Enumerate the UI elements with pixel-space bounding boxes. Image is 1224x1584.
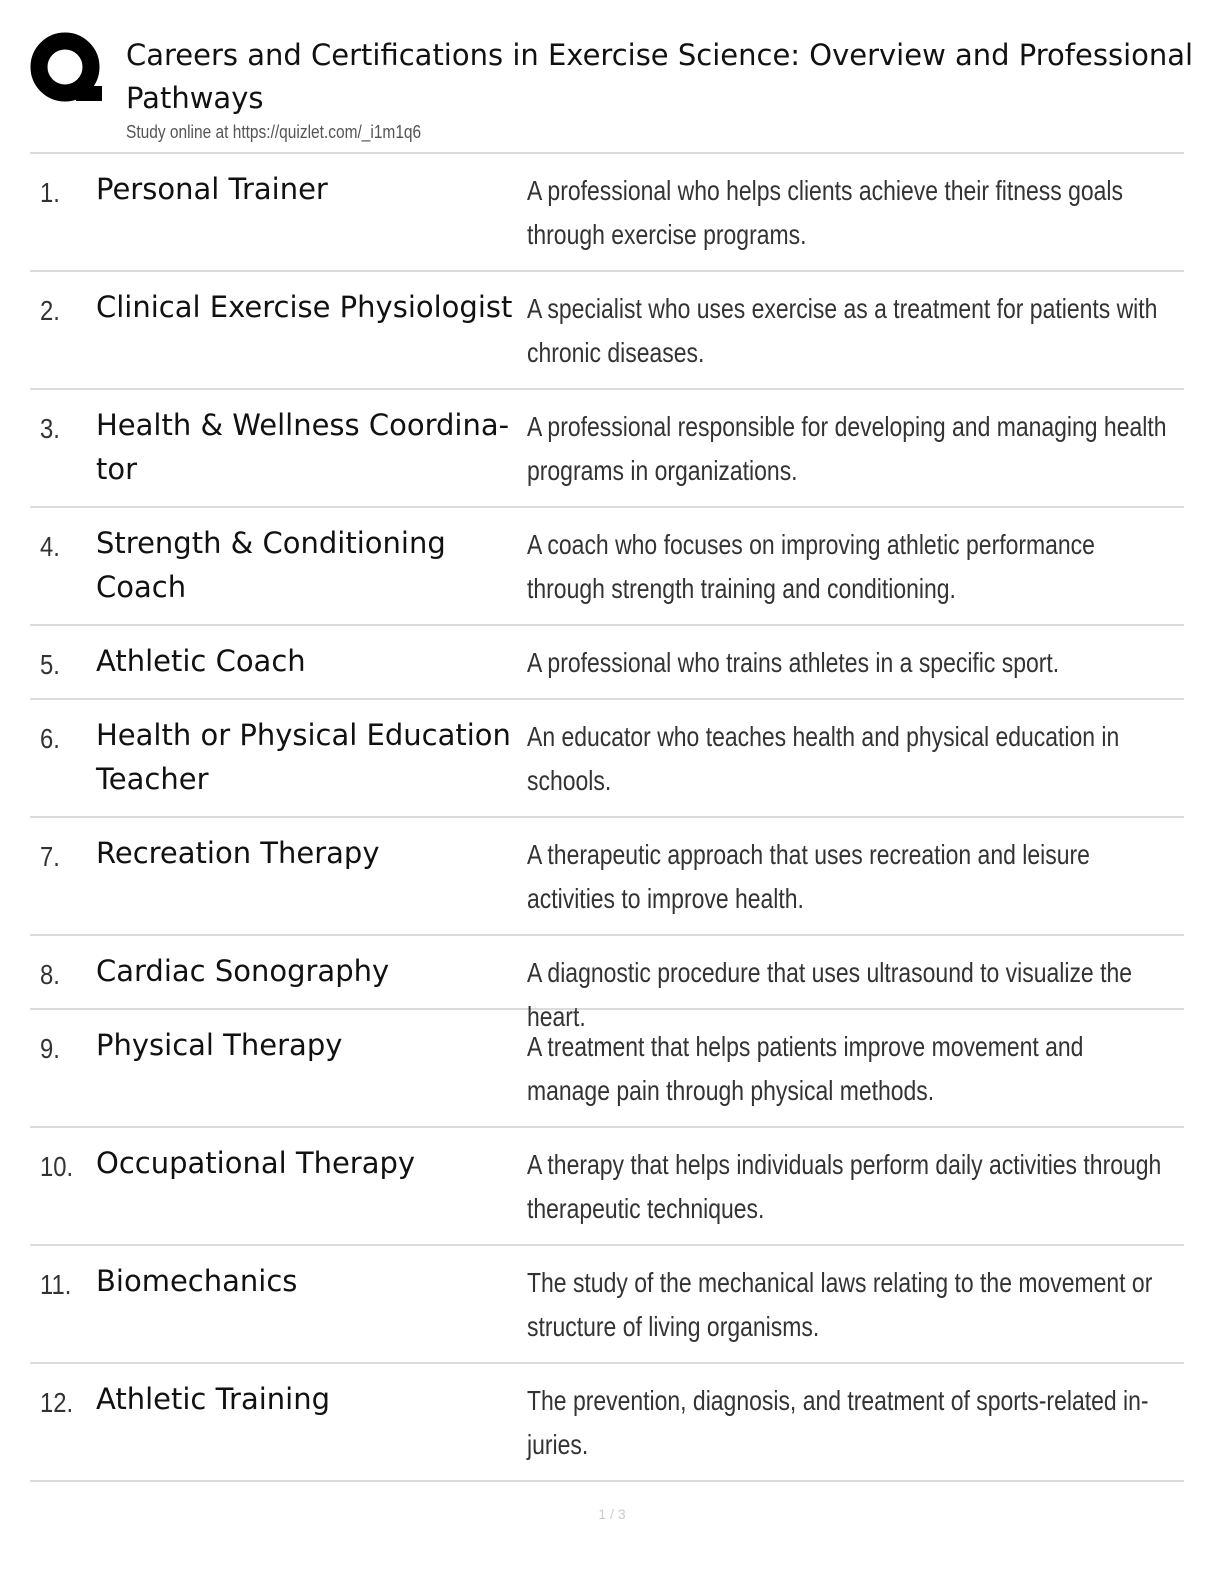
card-definition: A treatment that helps patients improve movement and manage pain through physical methods. (527, 1031, 1084, 1106)
card-definition: A professional who trains athletes in a specific sport. (527, 647, 1060, 678)
study-online-link-text: Study online at https://quizlet.com/_i1m1q6 (126, 122, 422, 142)
card-definition: A professional who helps clients achieve their fitness goals through exercise programs. (527, 175, 1124, 250)
flashcard-row (30, 154, 1184, 272)
flashcard-row (30, 390, 1184, 508)
card-definition: The study of the mechanical laws relating to the movement or structure of living organisms. (527, 1267, 1153, 1342)
page-number: 1 / 3 (598, 1506, 626, 1522)
card-term: Biomechanics (96, 1264, 298, 1298)
page-header (30, 32, 1220, 152)
card-number: 11. (40, 1269, 72, 1300)
card-term: Personal Trainer (96, 172, 328, 206)
card-term: Cardiac Sonography (96, 954, 390, 988)
card-number: 5. (40, 649, 60, 680)
card-number: 10. (40, 1151, 74, 1182)
card-term: Athletic Coach (96, 644, 306, 678)
flashcard-row (30, 700, 1184, 818)
card-term: Physical Therapy (96, 1028, 343, 1062)
card-definition: A coach who focuses on improving athletic performance through strength training and conditioning. (527, 529, 1095, 604)
flashcard-row (30, 818, 1184, 936)
flashcard-row (30, 508, 1184, 626)
flashcard-row (30, 1364, 1184, 1482)
card-number: 9. (40, 1033, 60, 1064)
card-definition: A therapy that helps individuals perform daily activities through therapeutic techniques. (527, 1149, 1162, 1224)
card-definition: A therapeutic approach that uses recreation and leisure activities to improve health. (527, 839, 1090, 914)
flashcard-list (30, 152, 1184, 1482)
card-term: Strength & Conditioning Coach (96, 526, 446, 604)
card-term: Health or Physical Education Teacher (96, 718, 511, 796)
card-definition: The prevention, diagnosis, and treatment of sports-related in-juries. (527, 1385, 1149, 1460)
flashcard-row (30, 272, 1184, 390)
card-number: 7. (40, 841, 60, 872)
flashcard-row (30, 1128, 1184, 1246)
card-term: Occupational Therapy (96, 1146, 416, 1180)
flashcard-row (30, 626, 1184, 700)
card-number: 12. (40, 1387, 74, 1418)
card-number: 3. (40, 413, 60, 444)
card-number: 2. (40, 295, 60, 326)
card-definition: A specialist who uses exercise as a treatment for patients with chronic diseases. (527, 293, 1158, 368)
card-number: 6. (40, 723, 60, 754)
card-number: 8. (40, 959, 60, 990)
card-number: 4. (40, 531, 60, 562)
card-number: 1. (40, 177, 60, 208)
card-term: Recreation Therapy (96, 836, 380, 870)
card-term: Health & Wellness Coordina-tor (96, 408, 510, 486)
card-definition: A professional responsible for developing and managing health programs in organizations. (527, 411, 1167, 486)
card-term: Athletic Training (96, 1382, 330, 1416)
card-definition: An educator who teaches health and physical education in schools. (527, 721, 1120, 796)
quizlet-q-logo-icon (30, 32, 104, 106)
card-definition: A diagnostic procedure that uses ultrasound to visualize the heart. (527, 957, 1132, 1032)
flashcard-row (30, 1010, 1184, 1128)
page-title: Careers and Certifications in Exercise Science: Overview and Professional Pathways (126, 38, 1194, 115)
card-term: Clinical Exercise Physiologist (96, 290, 513, 324)
flashcard-row (30, 936, 1184, 1032)
flashcard-row (30, 1246, 1184, 1364)
